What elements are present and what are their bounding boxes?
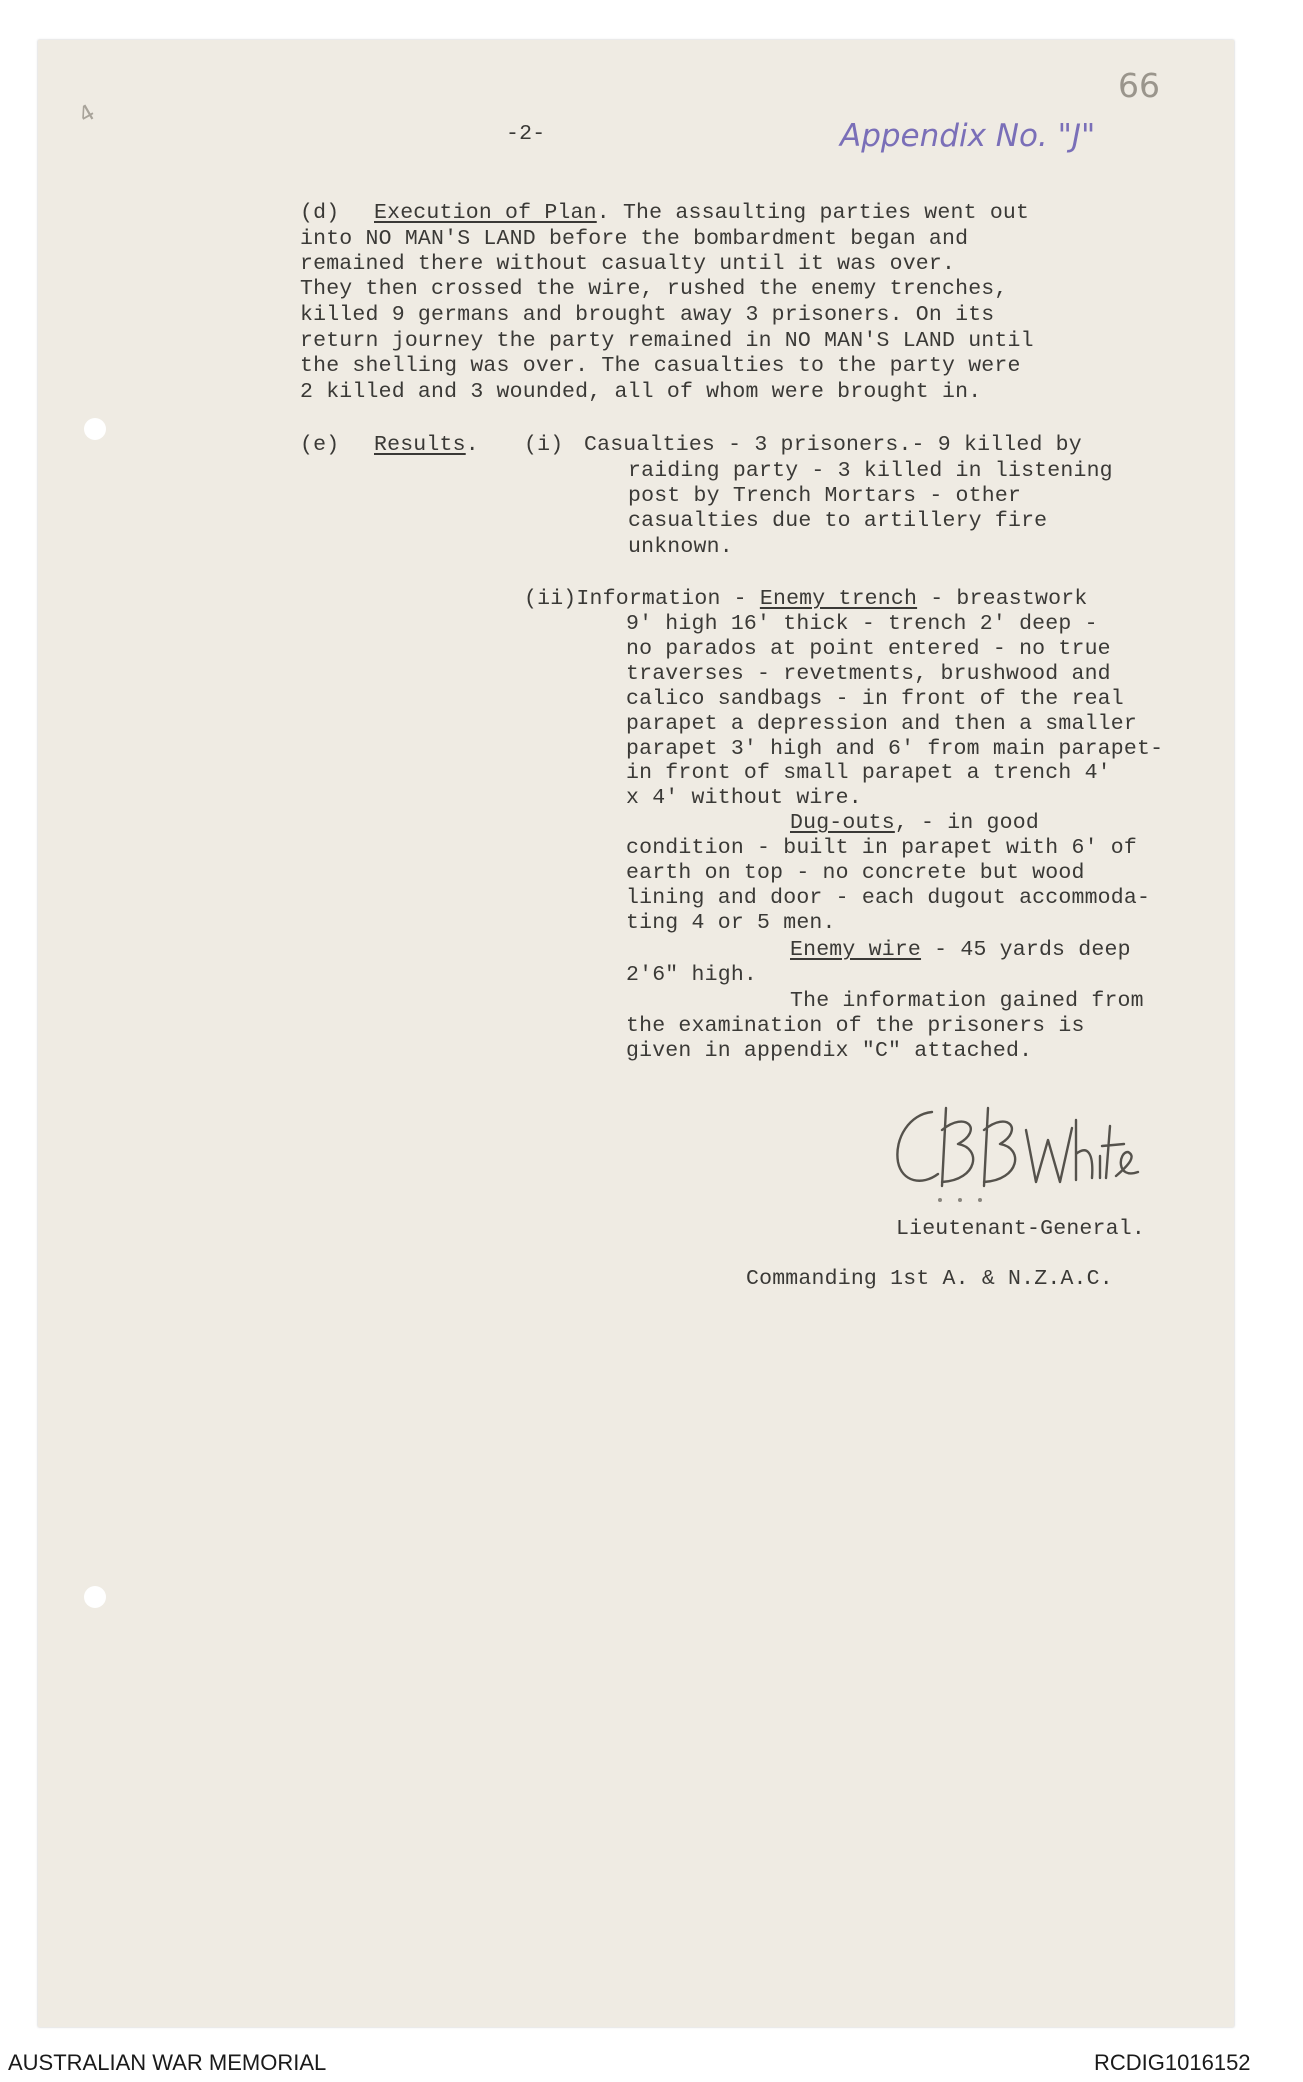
appendix-stamp: Appendix No. "J" [840, 118, 1096, 154]
pencil-mark: 4 [74, 100, 100, 129]
section-e-heading-line: Results. [374, 433, 479, 457]
body-line: the shelling was over. The casualties to the party were [300, 354, 1021, 378]
section-d-label: (d) [300, 201, 340, 225]
body-line: into NO MAN'S LAND before the bombardment began and [300, 227, 969, 251]
signature [880, 1090, 1140, 1210]
enemy-wire-first-line: Enemy wire - 45 yards deep [790, 938, 1131, 962]
section-e-heading: Results [374, 433, 466, 457]
signatory-command: Commanding 1st A. & N.Z.A.C. [746, 1267, 1113, 1291]
body-line: earth on top - no concrete but wood [626, 861, 1085, 885]
body-line: x 4' without wire. [626, 786, 862, 810]
enemy-trench-heading: Enemy trench [759, 587, 918, 611]
body-line: Casualties - 3 prisoners.- 9 killed by [584, 433, 1082, 457]
item-i-label: (i) [524, 433, 564, 457]
body-line: no parados at point entered - no true [626, 637, 1111, 661]
body-line: traverses - revetments, brushwood and [626, 662, 1111, 686]
body-line: return journey the party remained in NO MAN'S LAND until [300, 329, 1034, 353]
body-line: lining and door - each dugout accommoda- [626, 886, 1151, 910]
section-e-label: (e) [300, 433, 340, 457]
page-number: -2- [506, 122, 546, 146]
body-line: the examination of the prisoners is [626, 1014, 1085, 1038]
dugouts-first-line: Dug-outs, - in good [790, 811, 1039, 835]
body-line: condition - built in parapet with 6' of [626, 836, 1137, 860]
body-line: The information gained from [790, 989, 1144, 1013]
body-line: calico sandbags - in front of the real [626, 687, 1124, 711]
punch-hole [84, 418, 106, 440]
body-line: remained there without casualty until it was over. [300, 252, 956, 276]
signatory-rank: Lieutenant-General. [896, 1217, 1145, 1241]
footer-archive-name: AUSTRALIAN WAR MEMORIAL [8, 2050, 327, 2075]
item-ii-label: (ii) [524, 587, 577, 611]
body-line: parapet 3' high and 6' from main parapet- [626, 737, 1164, 761]
body-line: 9' high 16' thick - trench 2' deep - [626, 612, 1098, 636]
punch-hole [84, 1586, 106, 1608]
body-line: given in appendix "C" attached. [626, 1039, 1033, 1063]
item-ii-first-line: (ii)Information - Enemy trench - breastwork [524, 587, 1088, 611]
body-line: 2'6" high. [626, 963, 758, 987]
body-line: 2 killed and 3 wounded, all of whom were brought in. [300, 380, 982, 404]
body-line: post by Trench Mortars - other [628, 484, 1022, 508]
body-line: in front of small parapet a trench 4' [626, 761, 1111, 785]
dugouts-heading: Dug-outs [790, 811, 895, 835]
enemy-wire-heading: Enemy wire [790, 938, 922, 962]
body-line: They then crossed the wire, rushed the enemy trenches, [300, 277, 1008, 301]
body-line: ting 4 or 5 men. [626, 911, 836, 935]
body-line: raiding party - 3 killed in listening [628, 459, 1113, 483]
section-d-heading: Execution of Plan [374, 201, 597, 225]
body-line: killed 9 germans and brought away 3 prisoners. On its [300, 303, 995, 327]
section-d-first-line: Execution of Plan. The assaulting parties went out [374, 201, 1030, 225]
body-line: parapet a depression and then a smaller [626, 712, 1137, 736]
body-line: unknown. [628, 535, 733, 559]
folio-number: 66 [1118, 66, 1160, 105]
footer-record-id: RCDIG1016152 [1094, 2050, 1251, 2075]
body-line: casualties due to artillery fire [628, 509, 1048, 533]
